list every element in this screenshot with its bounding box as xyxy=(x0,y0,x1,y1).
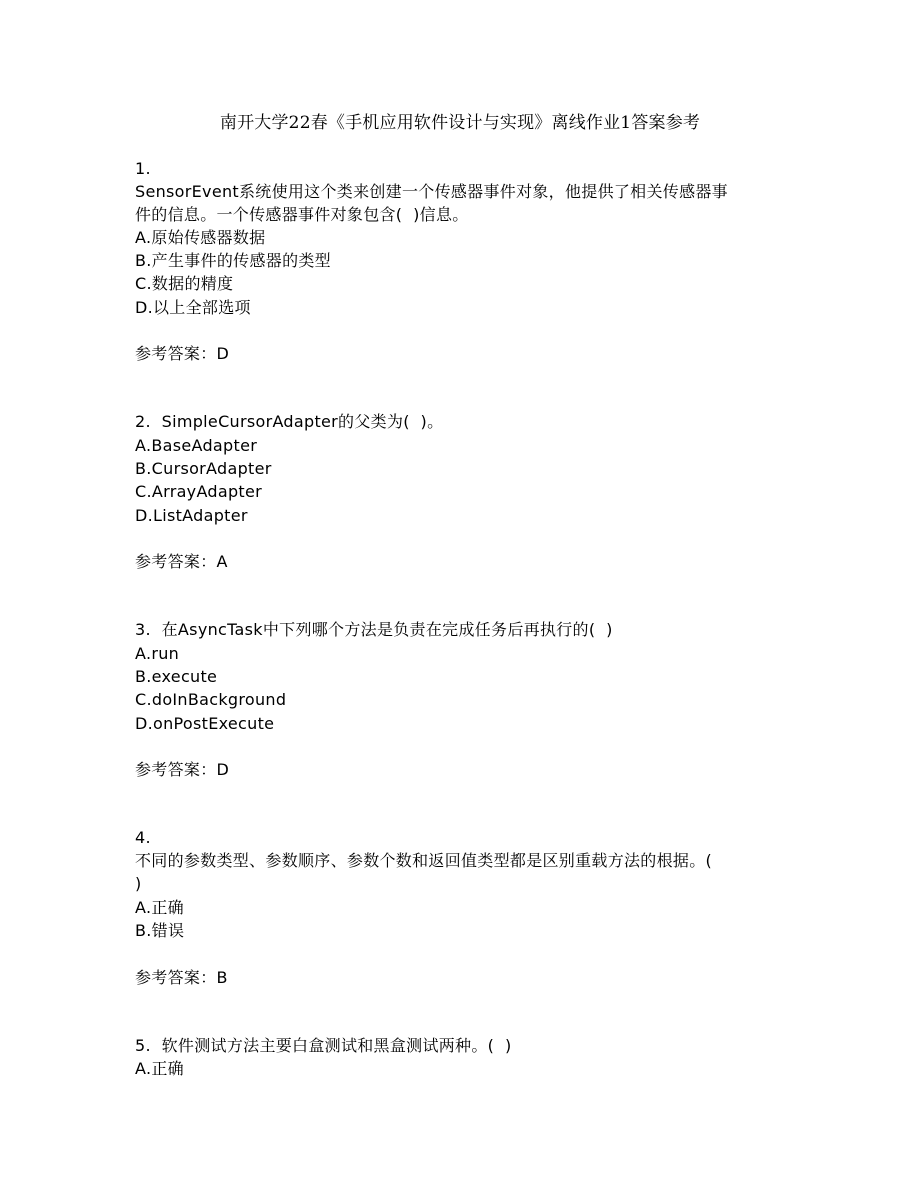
question-3-option-c: C.doInBackground xyxy=(135,690,287,709)
question-1-answer: 参考答案：D xyxy=(135,344,230,363)
question-3-option-b: B.execute xyxy=(135,667,218,686)
question-2-option-c: C.ArrayAdapter xyxy=(135,482,263,501)
question-1-option-c: C.数据的精度 xyxy=(135,274,234,293)
question-1-option-d: D.以上全部选项 xyxy=(135,298,251,317)
question-3-option-d: D.onPostExecute xyxy=(135,714,275,733)
question-1-number: 1. xyxy=(135,159,151,178)
question-1-stem-line-1: SensorEvent系统使用这个类来创建一个传感器事件对象，他提供了相关传感器事 xyxy=(135,182,728,201)
question-4-option-b: B.错误 xyxy=(135,921,185,940)
question-1-option-a: A.原始传感器数据 xyxy=(135,228,266,247)
question-5-option-a: A.正确 xyxy=(135,1059,184,1078)
document-title: 南开大学22春《手机应用软件设计与实现》离线作业1答案参考 xyxy=(219,113,701,133)
question-1-option-b: B.产生事件的传感器的类型 xyxy=(135,251,331,270)
question-2-answer: 参考答案：A xyxy=(135,552,228,571)
question-2-option-a: A.BaseAdapter xyxy=(135,436,258,455)
question-4-stem-line-1: 不同的参数类型、参数顺序、参数个数和返回值类型都是区别重载方法的根据。( xyxy=(135,851,713,870)
question-2-option-b: B.CursorAdapter xyxy=(135,459,272,478)
question-3-option-a: A.run xyxy=(135,644,180,663)
question-2-option-d: D.ListAdapter xyxy=(135,506,248,525)
question-4-stem-line-2: ) xyxy=(135,874,142,893)
question-1-stem-line-2: 件的信息。一个传感器事件对象包含( )信息。 xyxy=(135,205,469,224)
question-3-stem: 3. 在AsyncTask中下列哪个方法是负责在完成任务后再执行的( ) xyxy=(135,620,613,639)
question-4-answer: 参考答案：B xyxy=(135,968,228,987)
question-2-stem: 2. SimpleCursorAdapter的父类为( )。 xyxy=(135,412,444,431)
question-5-stem: 5. 软件测试方法主要白盒测试和黑盒测试两种。( ) xyxy=(135,1036,512,1055)
question-4-option-a: A.正确 xyxy=(135,898,184,917)
question-4-number: 4. xyxy=(135,828,151,847)
question-3-answer: 参考答案：D xyxy=(135,760,230,779)
